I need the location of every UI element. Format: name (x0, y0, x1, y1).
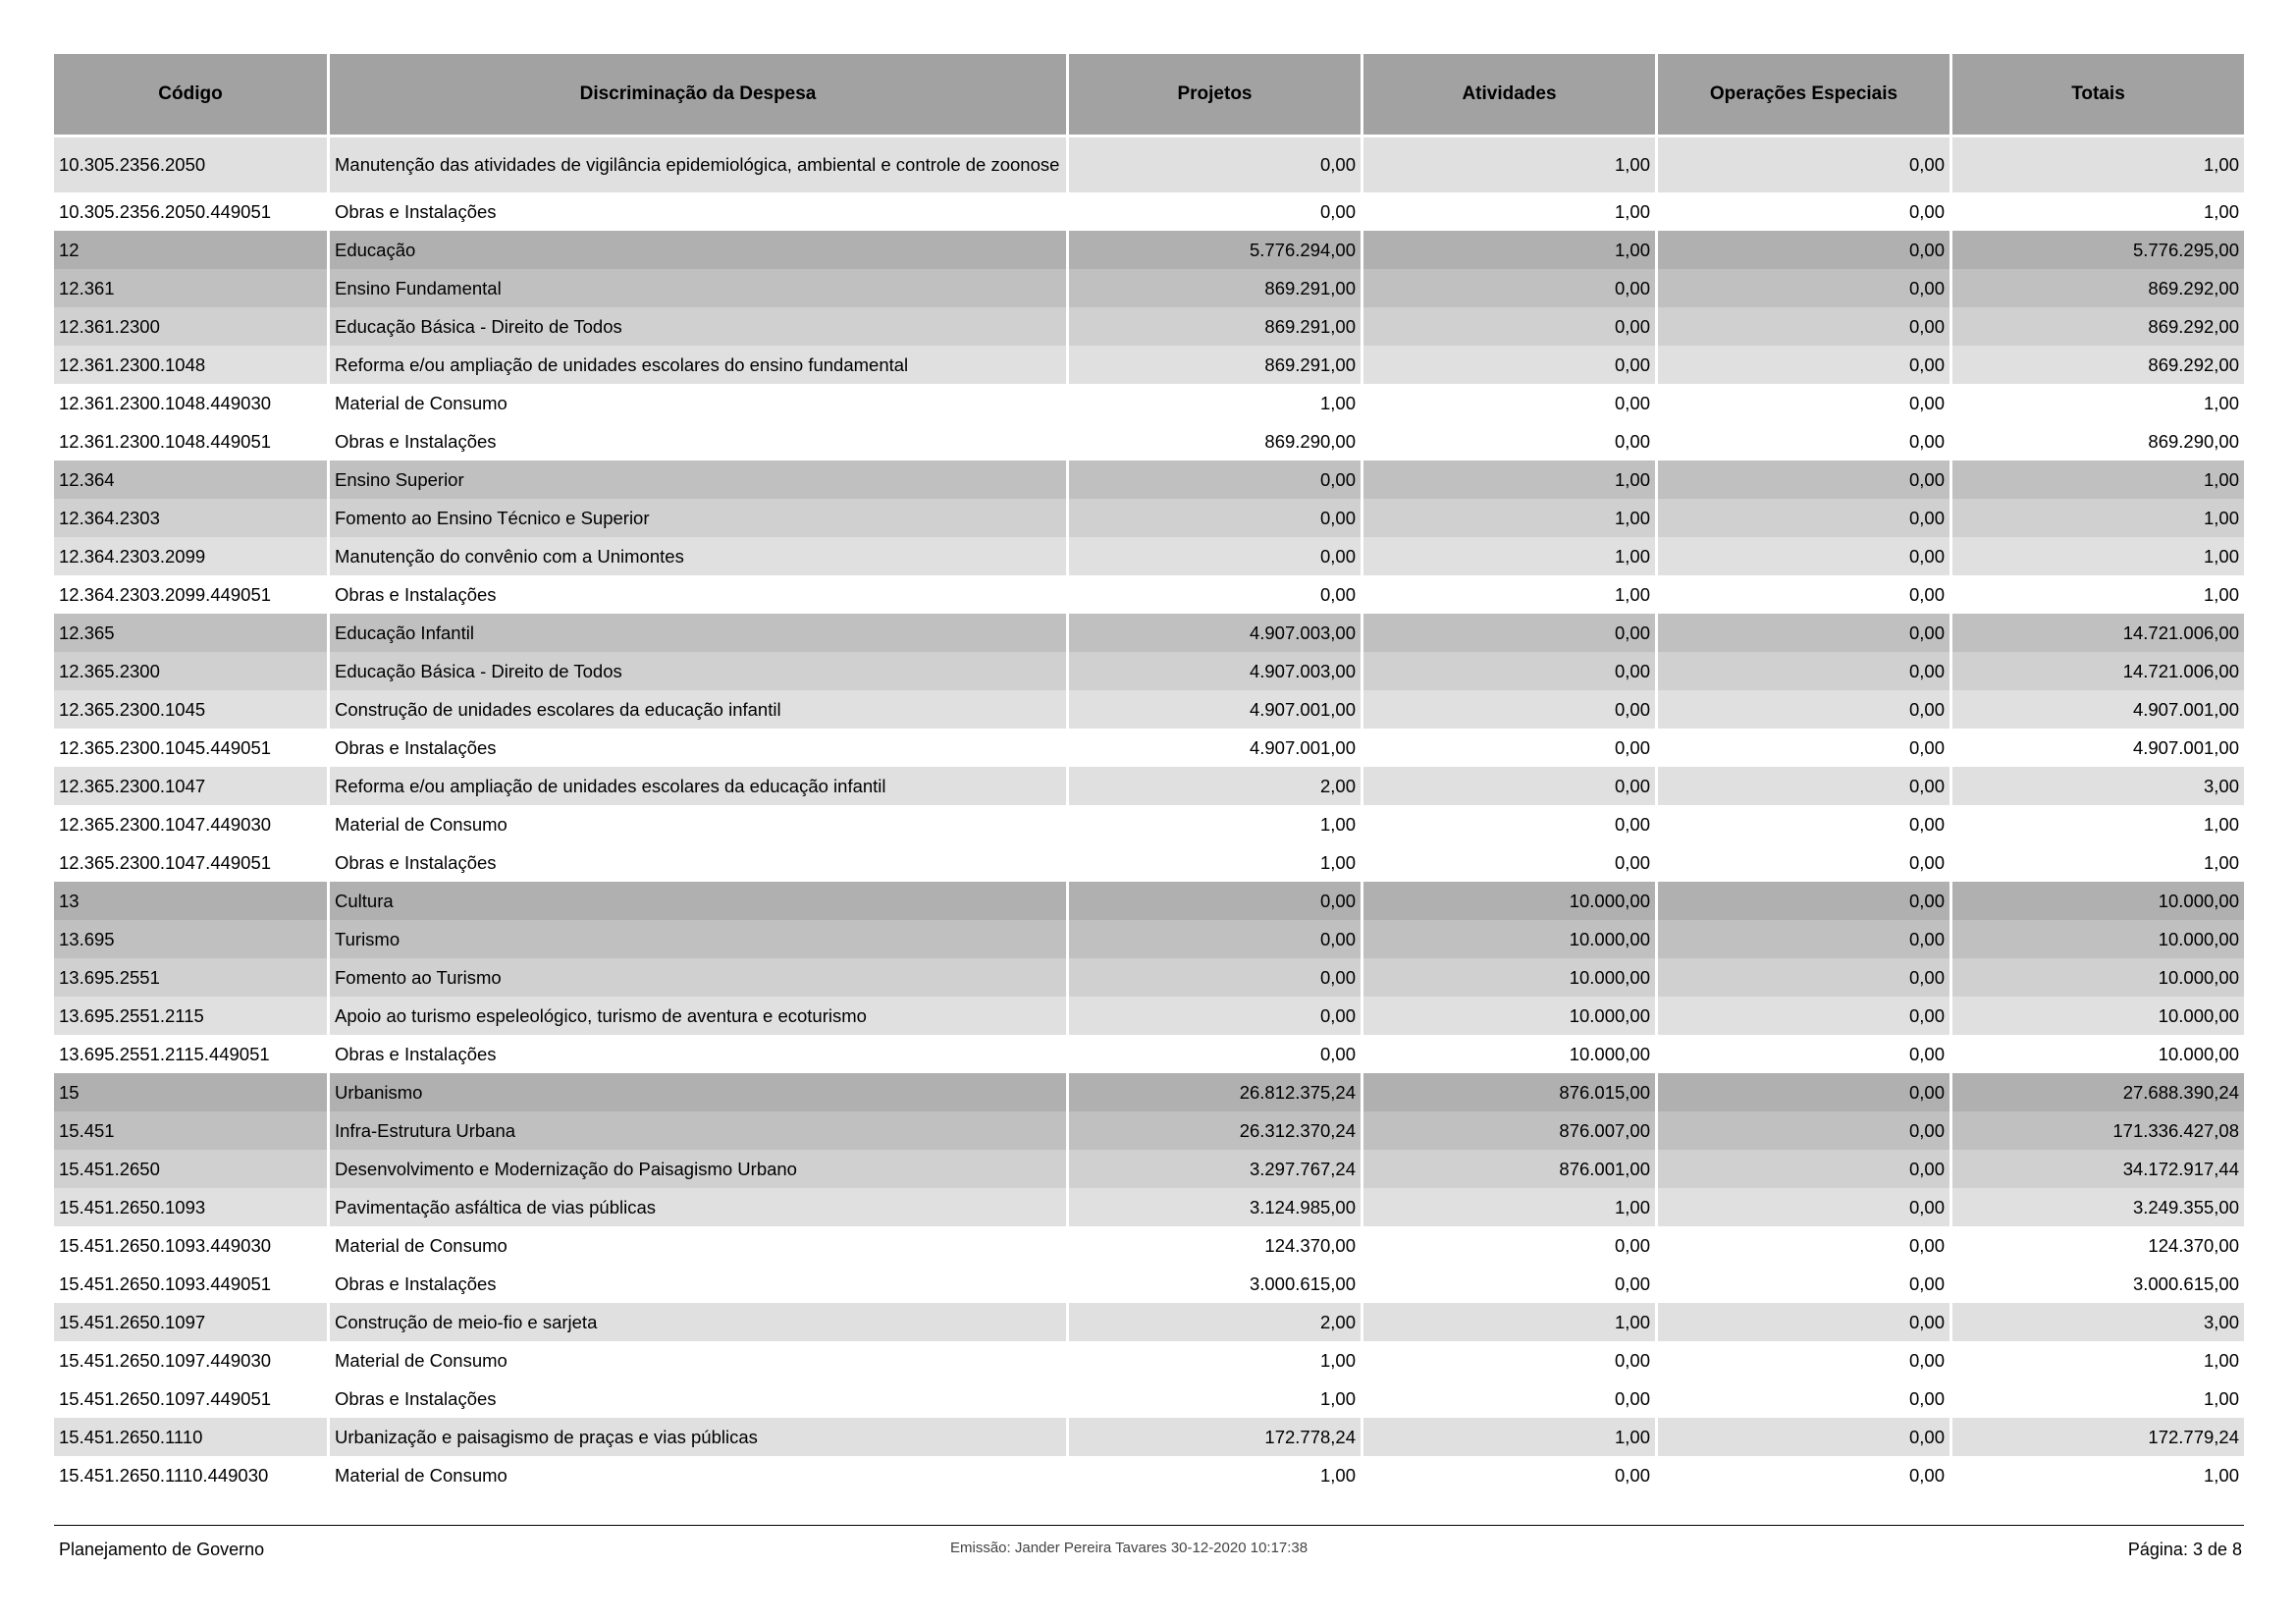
cell-discriminacao: Educação Infantil (330, 614, 1066, 652)
cell-atividades: 1,00 (1363, 137, 1655, 192)
cell-projetos: 0,00 (1069, 499, 1361, 537)
cell-codigo: 12.365.2300.1047 (54, 767, 327, 805)
cell-totais: 1,00 (1952, 843, 2244, 882)
cell-operacoes-especiais: 0,00 (1658, 231, 1949, 269)
table-row (54, 958, 2244, 997)
cell-totais: 1,00 (1952, 1341, 2244, 1380)
cell-operacoes-especiais: 0,00 (1658, 614, 1949, 652)
cell-atividades: 0,00 (1363, 843, 1655, 882)
table-row (54, 1188, 2244, 1226)
cell-discriminacao: Apoio ao turismo espeleológico, turismo de aventura e ecoturismo (330, 997, 1066, 1035)
cell-atividades: 10.000,00 (1363, 1035, 1655, 1073)
cell-codigo: 15 (54, 1073, 327, 1111)
table-row (54, 1303, 2244, 1341)
table-row (54, 805, 2244, 843)
cell-totais: 1,00 (1952, 137, 2244, 192)
cell-projetos: 1,00 (1069, 805, 1361, 843)
cell-discriminacao: Educação (330, 231, 1066, 269)
cell-codigo: 12.361 (54, 269, 327, 307)
cell-totais: 869.292,00 (1952, 346, 2244, 384)
cell-totais: 1,00 (1952, 575, 2244, 614)
cell-atividades: 0,00 (1363, 384, 1655, 422)
cell-totais: 1,00 (1952, 460, 2244, 499)
table-body (54, 137, 2244, 1494)
cell-operacoes-especiais: 0,00 (1658, 460, 1949, 499)
table-row (54, 843, 2244, 882)
cell-operacoes-especiais: 0,00 (1658, 137, 1949, 192)
cell-discriminacao: Manutenção do convênio com a Unimontes (330, 537, 1066, 575)
cell-projetos: 1,00 (1069, 1456, 1361, 1494)
cell-totais: 14.721.006,00 (1952, 614, 2244, 652)
cell-totais: 10.000,00 (1952, 1035, 2244, 1073)
cell-totais: 1,00 (1952, 192, 2244, 231)
cell-operacoes-especiais: 0,00 (1658, 690, 1949, 729)
cell-atividades: 0,00 (1363, 1341, 1655, 1380)
cell-codigo: 13.695 (54, 920, 327, 958)
cell-codigo: 15.451.2650.1097.449030 (54, 1341, 327, 1380)
cell-totais: 27.688.390,24 (1952, 1073, 2244, 1111)
table-row (54, 537, 2244, 575)
cell-operacoes-especiais: 0,00 (1658, 1380, 1949, 1418)
cell-atividades: 876.007,00 (1363, 1111, 1655, 1150)
cell-discriminacao: Obras e Instalações (330, 843, 1066, 882)
table-row (54, 384, 2244, 422)
header-discriminacao: Discriminação da Despesa (330, 54, 1066, 137)
cell-totais: 1,00 (1952, 499, 2244, 537)
cell-codigo: 12.361.2300.1048.449030 (54, 384, 327, 422)
cell-atividades: 0,00 (1363, 1226, 1655, 1265)
cell-totais: 14.721.006,00 (1952, 652, 2244, 690)
header-projetos: Projetos (1069, 54, 1361, 137)
cell-projetos: 0,00 (1069, 537, 1361, 575)
cell-operacoes-especiais: 0,00 (1658, 1150, 1949, 1188)
cell-projetos: 869.291,00 (1069, 307, 1361, 346)
cell-atividades: 1,00 (1363, 192, 1655, 231)
cell-operacoes-especiais: 0,00 (1658, 192, 1949, 231)
cell-codigo: 12.364.2303.2099.449051 (54, 575, 327, 614)
table-row (54, 1035, 2244, 1073)
header-totais: Totais (1952, 54, 2244, 137)
cell-totais: 3,00 (1952, 767, 2244, 805)
cell-codigo: 13 (54, 882, 327, 920)
table-header-row (54, 54, 2244, 137)
cell-projetos: 1,00 (1069, 843, 1361, 882)
cell-projetos: 3.124.985,00 (1069, 1188, 1361, 1226)
cell-codigo: 15.451.2650.1110 (54, 1418, 327, 1456)
table-row (54, 231, 2244, 269)
cell-discriminacao: Ensino Fundamental (330, 269, 1066, 307)
cell-codigo: 12.365.2300.1045 (54, 690, 327, 729)
cell-discriminacao: Material de Consumo (330, 1456, 1066, 1494)
table-row (54, 1341, 2244, 1380)
table-row (54, 575, 2244, 614)
table-row (54, 1150, 2244, 1188)
cell-discriminacao: Obras e Instalações (330, 1380, 1066, 1418)
cell-operacoes-especiais: 0,00 (1658, 1226, 1949, 1265)
cell-projetos: 3.000.615,00 (1069, 1265, 1361, 1303)
cell-codigo: 12.364.2303.2099 (54, 537, 327, 575)
cell-operacoes-especiais: 0,00 (1658, 307, 1949, 346)
cell-projetos: 0,00 (1069, 192, 1361, 231)
cell-atividades: 1,00 (1363, 1303, 1655, 1341)
cell-atividades: 10.000,00 (1363, 958, 1655, 997)
cell-codigo: 12.364 (54, 460, 327, 499)
cell-totais: 10.000,00 (1952, 920, 2244, 958)
cell-projetos: 2,00 (1069, 767, 1361, 805)
cell-atividades: 0,00 (1363, 307, 1655, 346)
cell-codigo: 12.365.2300.1045.449051 (54, 729, 327, 767)
cell-discriminacao: Obras e Instalações (330, 575, 1066, 614)
cell-codigo: 13.695.2551.2115 (54, 997, 327, 1035)
cell-operacoes-especiais: 0,00 (1658, 575, 1949, 614)
table-row (54, 422, 2244, 460)
cell-atividades: 1,00 (1363, 460, 1655, 499)
cell-operacoes-especiais: 0,00 (1658, 1418, 1949, 1456)
cell-projetos: 0,00 (1069, 137, 1361, 192)
cell-atividades: 10.000,00 (1363, 920, 1655, 958)
table-row (54, 729, 2244, 767)
cell-projetos: 0,00 (1069, 460, 1361, 499)
cell-atividades: 1,00 (1363, 575, 1655, 614)
cell-projetos: 0,00 (1069, 1035, 1361, 1073)
cell-atividades: 1,00 (1363, 499, 1655, 537)
cell-atividades: 0,00 (1363, 652, 1655, 690)
table-row (54, 1265, 2244, 1303)
cell-operacoes-especiais: 0,00 (1658, 920, 1949, 958)
cell-totais: 869.292,00 (1952, 307, 2244, 346)
cell-codigo: 12 (54, 231, 327, 269)
cell-atividades: 0,00 (1363, 614, 1655, 652)
footer-divider (54, 1525, 2244, 1526)
footer-department: Planejamento de Governo (59, 1540, 265, 1559)
cell-codigo: 15.451 (54, 1111, 327, 1150)
cell-codigo: 12.365.2300.1047.449051 (54, 843, 327, 882)
cell-atividades: 10.000,00 (1363, 882, 1655, 920)
cell-discriminacao: Fomento ao Ensino Técnico e Superior (330, 499, 1066, 537)
cell-projetos: 0,00 (1069, 920, 1361, 958)
cell-operacoes-especiais: 0,00 (1658, 1265, 1949, 1303)
cell-totais: 1,00 (1952, 537, 2244, 575)
cell-codigo: 12.361.2300.1048 (54, 346, 327, 384)
cell-operacoes-especiais: 0,00 (1658, 537, 1949, 575)
cell-projetos: 4.907.001,00 (1069, 690, 1361, 729)
table-row (54, 882, 2244, 920)
budget-expense-table (51, 54, 2247, 1494)
cell-totais: 1,00 (1952, 1380, 2244, 1418)
cell-discriminacao: Material de Consumo (330, 805, 1066, 843)
cell-totais: 4.907.001,00 (1952, 690, 2244, 729)
cell-atividades: 0,00 (1363, 805, 1655, 843)
cell-totais: 1,00 (1952, 805, 2244, 843)
cell-atividades: 1,00 (1363, 1418, 1655, 1456)
cell-discriminacao: Ensino Superior (330, 460, 1066, 499)
cell-discriminacao: Fomento ao Turismo (330, 958, 1066, 997)
cell-codigo: 15.451.2650.1097 (54, 1303, 327, 1341)
cell-discriminacao: Urbanização e paisagismo de praças e vias públicas (330, 1418, 1066, 1456)
cell-discriminacao: Desenvolvimento e Modernização do Paisagismo Urbano (330, 1150, 1066, 1188)
table-row (54, 1456, 2244, 1494)
cell-projetos: 124.370,00 (1069, 1226, 1361, 1265)
cell-totais: 869.292,00 (1952, 269, 2244, 307)
table-row (54, 192, 2244, 231)
cell-atividades: 0,00 (1363, 269, 1655, 307)
cell-totais: 34.172.917,44 (1952, 1150, 2244, 1188)
cell-totais: 10.000,00 (1952, 958, 2244, 997)
cell-codigo: 12.365.2300.1047.449030 (54, 805, 327, 843)
cell-codigo: 15.451.2650 (54, 1150, 327, 1188)
cell-totais: 172.779,24 (1952, 1418, 2244, 1456)
cell-codigo: 12.365 (54, 614, 327, 652)
cell-projetos: 869.291,00 (1069, 269, 1361, 307)
cell-atividades: 1,00 (1363, 1188, 1655, 1226)
table-row (54, 1073, 2244, 1111)
cell-projetos: 3.297.767,24 (1069, 1150, 1361, 1188)
cell-atividades: 876.015,00 (1363, 1073, 1655, 1111)
table-row (54, 767, 2244, 805)
cell-discriminacao: Obras e Instalações (330, 1265, 1066, 1303)
cell-operacoes-especiais: 0,00 (1658, 1188, 1949, 1226)
cell-atividades: 0,00 (1363, 1380, 1655, 1418)
cell-atividades: 1,00 (1363, 231, 1655, 269)
table-row (54, 460, 2244, 499)
cell-operacoes-especiais: 0,00 (1658, 805, 1949, 843)
cell-atividades: 0,00 (1363, 767, 1655, 805)
cell-discriminacao: Cultura (330, 882, 1066, 920)
cell-operacoes-especiais: 0,00 (1658, 997, 1949, 1035)
cell-totais: 869.290,00 (1952, 422, 2244, 460)
table-row (54, 1418, 2244, 1456)
cell-projetos: 869.291,00 (1069, 346, 1361, 384)
cell-discriminacao: Material de Consumo (330, 384, 1066, 422)
cell-codigo: 15.451.2650.1097.449051 (54, 1380, 327, 1418)
cell-codigo: 15.451.2650.1093.449030 (54, 1226, 327, 1265)
cell-codigo: 13.695.2551 (54, 958, 327, 997)
cell-projetos: 869.290,00 (1069, 422, 1361, 460)
cell-discriminacao: Obras e Instalações (330, 729, 1066, 767)
cell-discriminacao: Obras e Instalações (330, 1035, 1066, 1073)
cell-operacoes-especiais: 0,00 (1658, 422, 1949, 460)
cell-atividades: 0,00 (1363, 1456, 1655, 1494)
cell-projetos: 26.312.370,24 (1069, 1111, 1361, 1150)
cell-operacoes-especiais: 0,00 (1658, 269, 1949, 307)
cell-codigo: 10.305.2356.2050 (54, 137, 327, 192)
cell-operacoes-especiais: 0,00 (1658, 843, 1949, 882)
cell-atividades: 10.000,00 (1363, 997, 1655, 1035)
cell-totais: 1,00 (1952, 384, 2244, 422)
cell-codigo: 15.451.2650.1093 (54, 1188, 327, 1226)
cell-discriminacao: Pavimentação asfáltica de vias públicas (330, 1188, 1066, 1226)
table-row (54, 499, 2244, 537)
cell-atividades: 0,00 (1363, 422, 1655, 460)
table-row (54, 997, 2244, 1035)
cell-projetos: 4.907.003,00 (1069, 652, 1361, 690)
cell-discriminacao: Educação Básica - Direito de Todos (330, 652, 1066, 690)
cell-projetos: 0,00 (1069, 882, 1361, 920)
cell-discriminacao: Urbanismo (330, 1073, 1066, 1111)
cell-codigo: 15.451.2650.1093.449051 (54, 1265, 327, 1303)
cell-projetos: 4.907.003,00 (1069, 614, 1361, 652)
cell-operacoes-especiais: 0,00 (1658, 729, 1949, 767)
table-row (54, 269, 2244, 307)
table-row (54, 307, 2244, 346)
header-operacoes-especiais: Operações Especiais (1658, 54, 1949, 137)
cell-codigo: 12.361.2300 (54, 307, 327, 346)
table-row (54, 614, 2244, 652)
cell-atividades: 1,00 (1363, 537, 1655, 575)
cell-projetos: 1,00 (1069, 1380, 1361, 1418)
cell-operacoes-especiais: 0,00 (1658, 652, 1949, 690)
table-row (54, 346, 2244, 384)
table-row (54, 690, 2244, 729)
cell-operacoes-especiais: 0,00 (1658, 1073, 1949, 1111)
cell-discriminacao: Construção de unidades escolares da educação infantil (330, 690, 1066, 729)
cell-discriminacao: Obras e Instalações (330, 422, 1066, 460)
cell-discriminacao: Infra-Estrutura Urbana (330, 1111, 1066, 1150)
cell-discriminacao: Material de Consumo (330, 1341, 1066, 1380)
cell-projetos: 1,00 (1069, 384, 1361, 422)
cell-operacoes-especiais: 0,00 (1658, 346, 1949, 384)
table-row (54, 1226, 2244, 1265)
cell-totais: 4.907.001,00 (1952, 729, 2244, 767)
table-row (54, 137, 2244, 192)
cell-projetos: 0,00 (1069, 958, 1361, 997)
cell-atividades: 0,00 (1363, 346, 1655, 384)
cell-projetos: 172.778,24 (1069, 1418, 1361, 1456)
cell-discriminacao: Material de Consumo (330, 1226, 1066, 1265)
cell-atividades: 0,00 (1363, 729, 1655, 767)
cell-discriminacao: Obras e Instalações (330, 192, 1066, 231)
cell-atividades: 0,00 (1363, 1265, 1655, 1303)
table-row (54, 920, 2244, 958)
cell-atividades: 0,00 (1363, 690, 1655, 729)
footer-page-number: Página: 3 de 8 (2127, 1540, 2242, 1559)
cell-projetos: 26.812.375,24 (1069, 1073, 1361, 1111)
cell-totais: 3.249.355,00 (1952, 1188, 2244, 1226)
cell-discriminacao: Manutenção das atividades de vigilância epidemiológica, ambiental e controle de zoonose (330, 137, 1066, 192)
table-row (54, 652, 2244, 690)
cell-discriminacao: Turismo (330, 920, 1066, 958)
cell-totais: 3,00 (1952, 1303, 2244, 1341)
cell-projetos: 5.776.294,00 (1069, 231, 1361, 269)
cell-codigo: 12.365.2300 (54, 652, 327, 690)
cell-operacoes-especiais: 0,00 (1658, 882, 1949, 920)
cell-operacoes-especiais: 0,00 (1658, 1456, 1949, 1494)
footer-emission-info: Emissão: Jander Pereira Tavares 30-12-2020 10:17:38 (950, 1540, 1308, 1556)
cell-codigo: 15.451.2650.1110.449030 (54, 1456, 327, 1494)
cell-operacoes-especiais: 0,00 (1658, 1303, 1949, 1341)
cell-codigo: 13.695.2551.2115.449051 (54, 1035, 327, 1073)
cell-discriminacao: Construção de meio-fio e sarjeta (330, 1303, 1066, 1341)
header-codigo: Código (54, 54, 327, 137)
cell-operacoes-especiais: 0,00 (1658, 767, 1949, 805)
cell-projetos: 1,00 (1069, 1341, 1361, 1380)
cell-totais: 124.370,00 (1952, 1226, 2244, 1265)
cell-discriminacao: Reforma e/ou ampliação de unidades escolares da educação infantil (330, 767, 1066, 805)
cell-projetos: 0,00 (1069, 997, 1361, 1035)
cell-operacoes-especiais: 0,00 (1658, 499, 1949, 537)
cell-totais: 10.000,00 (1952, 997, 2244, 1035)
cell-totais: 5.776.295,00 (1952, 231, 2244, 269)
cell-codigo: 10.305.2356.2050.449051 (54, 192, 327, 231)
cell-operacoes-especiais: 0,00 (1658, 1035, 1949, 1073)
cell-atividades: 876.001,00 (1363, 1150, 1655, 1188)
cell-projetos: 2,00 (1069, 1303, 1361, 1341)
cell-discriminacao: Reforma e/ou ampliação de unidades escolares do ensino fundamental (330, 346, 1066, 384)
table-row (54, 1380, 2244, 1418)
cell-codigo: 12.364.2303 (54, 499, 327, 537)
cell-projetos: 4.907.001,00 (1069, 729, 1361, 767)
table-row (54, 1111, 2244, 1150)
cell-operacoes-especiais: 0,00 (1658, 1111, 1949, 1150)
cell-codigo: 12.361.2300.1048.449051 (54, 422, 327, 460)
header-atividades: Atividades (1363, 54, 1655, 137)
cell-operacoes-especiais: 0,00 (1658, 384, 1949, 422)
cell-totais: 10.000,00 (1952, 882, 2244, 920)
cell-discriminacao: Educação Básica - Direito de Todos (330, 307, 1066, 346)
cell-operacoes-especiais: 0,00 (1658, 1341, 1949, 1380)
cell-operacoes-especiais: 0,00 (1658, 958, 1949, 997)
cell-totais: 1,00 (1952, 1456, 2244, 1494)
cell-projetos: 0,00 (1069, 575, 1361, 614)
cell-totais: 171.336.427,08 (1952, 1111, 2244, 1150)
cell-totais: 3.000.615,00 (1952, 1265, 2244, 1303)
